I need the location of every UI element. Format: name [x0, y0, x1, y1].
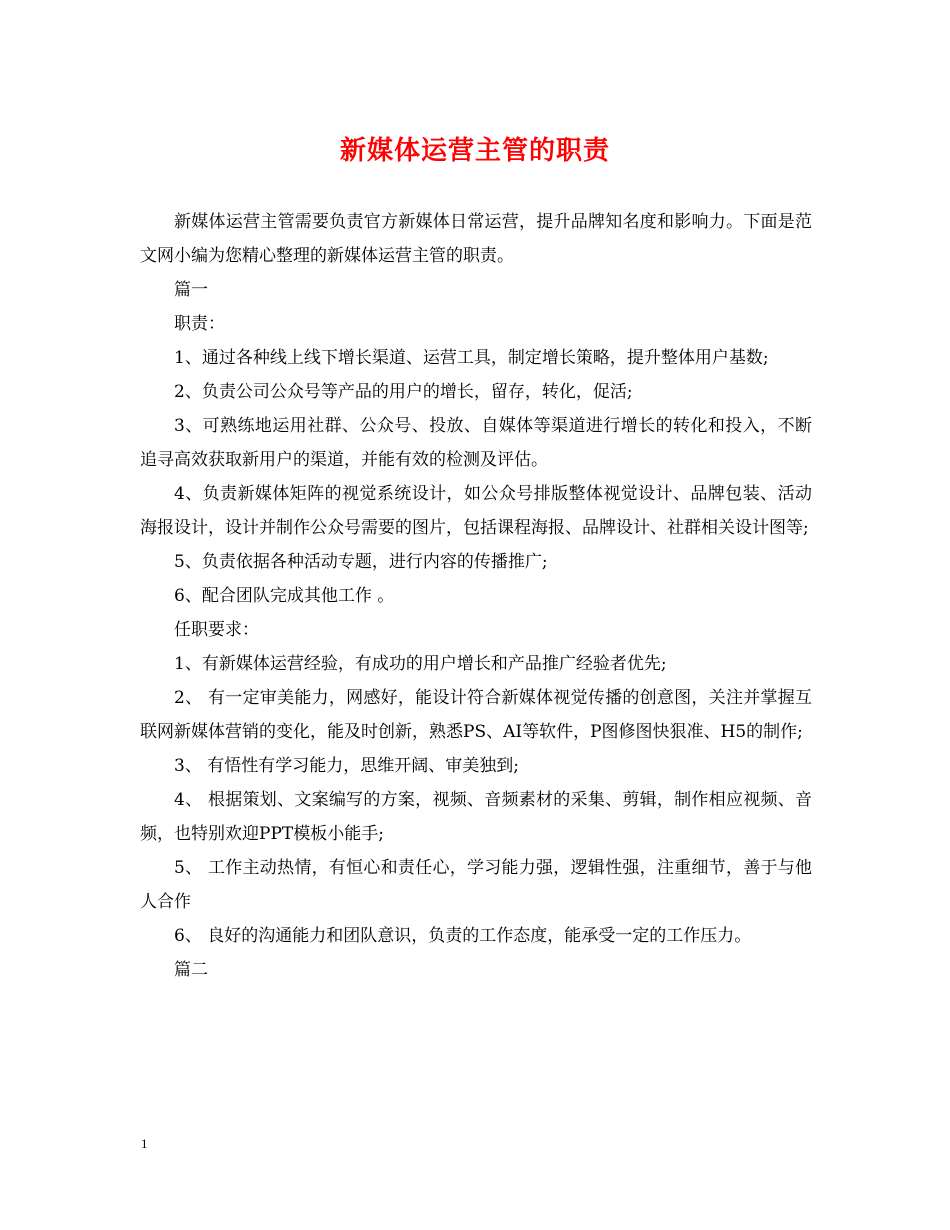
document-body — [140, 205, 812, 987]
duty-item: 6、配合团队完成其他工作 。 — [174, 586, 395, 606]
requirement-item: 6、 良好的沟通能力和团队意识，负责的工作态度，能承受一定的工作压力。 — [174, 926, 752, 946]
requirement-item: 2、 有一定审美能力，网感好，能设计符合新媒体视觉传播的创意图，关注并掌握互联网新媒体营销的变化，能及时创新，熟悉PS、AI等软件，P图修图快狠准、H5的制作; — [140, 688, 812, 742]
page-title: 新媒体运营主管的职责 — [339, 136, 610, 166]
requirement-item: 3、 有悟性有学习能力，思维开阔、审美独到; — [174, 756, 519, 776]
duty-item: 4、负责新媒体矩阵的视觉系统设计，如公众号排版整体视觉设计、品牌包装、活动海报设计，设计并制作公众号需要的图片，包括课程海报、品牌设计、社群相关设计图等; — [140, 484, 812, 538]
page-number: 1 — [141, 1136, 148, 1151]
intro-paragraph: 新媒体运营主管需要负责官方新媒体日常运营，提升品牌知名度和影响力。下面是范文网小编为您精心整理的新媒体运营主管的职责。 — [140, 212, 812, 266]
subheading-duties: 职责： — [174, 314, 225, 334]
requirement-item: 1、有新媒体运营经验，有成功的用户增长和产品推广经验者优先; — [174, 654, 667, 674]
requirement-item: 4、 根据策划、文案编写的方案，视频、音频素材的采集、剪辑，制作相应视频、音频，也特别欢迎PPT模板小能手; — [140, 790, 812, 844]
duty-item: 5、负责依据各种活动专题，进行内容的传播推广; — [174, 552, 548, 572]
duty-item: 3、可熟练地运用社群、公众号、投放、自媒体等渠道进行增长的转化和投入，不断追寻高效获取新用户的渠道，并能有效的检测及评估。 — [140, 416, 812, 470]
duty-item: 2、负责公司公众号等产品的用户的增长，留存，转化，促活; — [174, 382, 633, 402]
subheading-requirements: 任职要求： — [174, 620, 259, 640]
duty-item: 1、通过各种线上线下增长渠道、运营工具，制定增长策略，提升整体用户基数; — [174, 348, 769, 368]
section-heading-part-two: 篇二 — [174, 960, 208, 980]
requirement-item: 5、 工作主动热情，有恒心和责任心，学习能力强，逻辑性强，注重细节，善于与他人合作 — [140, 858, 812, 912]
section-heading-part-one: 篇一 — [174, 280, 208, 300]
